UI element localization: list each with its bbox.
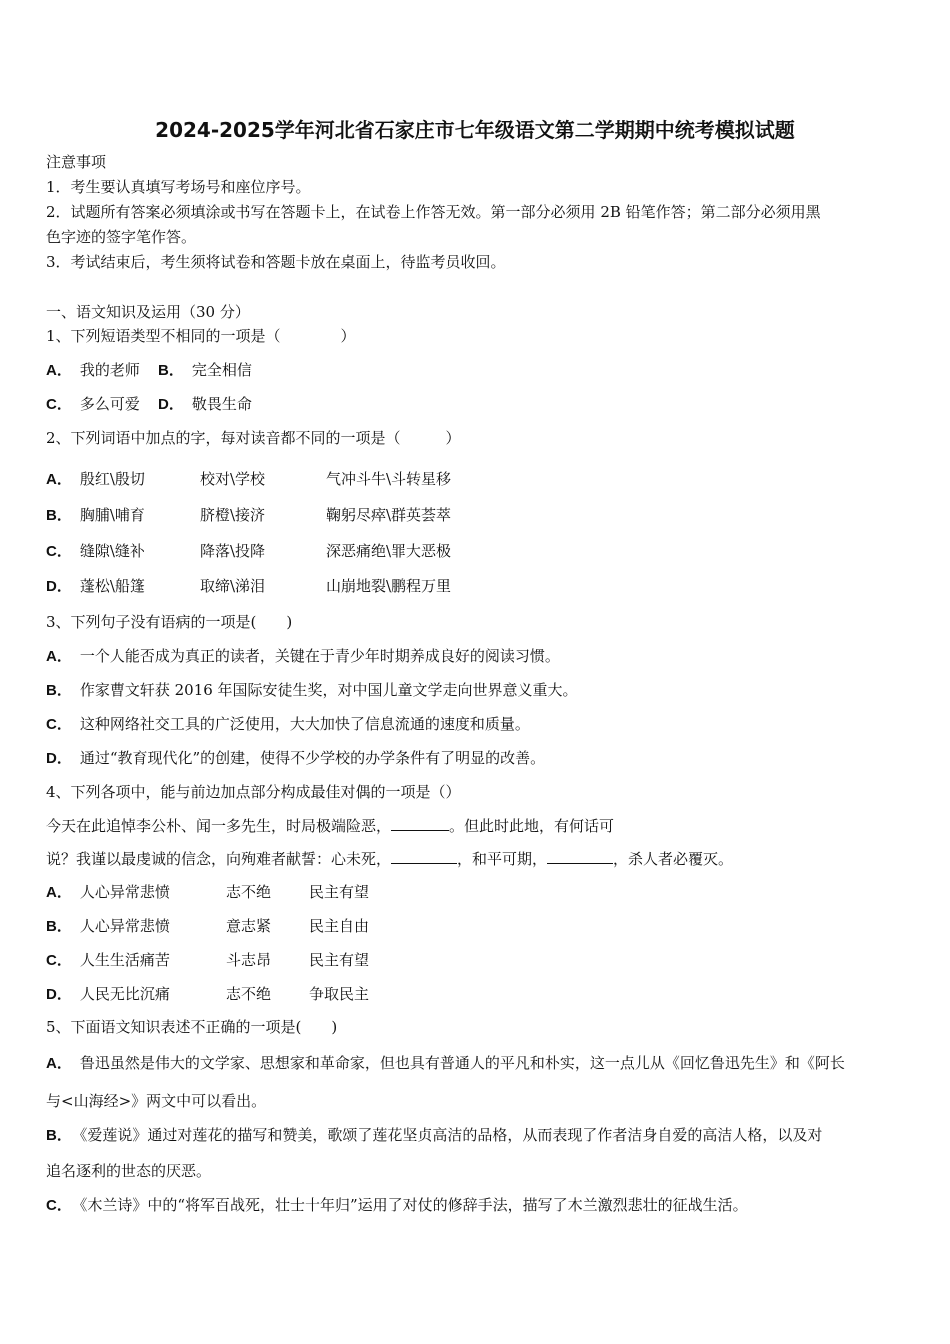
option-text: 《木兰诗》中的“将军百战死，壮士十年归”运用了对仗的修辞手法，描写了木兰激烈悲壮的征战生活。 [79,1196,748,1214]
q2-option-c-3: 深恶痛绝\罪大恶极 [326,542,452,560]
option-text: 多么可爱 [79,395,140,413]
notice-item-2: 2．试题所有答案必须填涂或书写在答题卡上，在试卷上作答无效。第一部分必须用 2B 铅笔作答；第二部分必须用黑 [46,203,821,221]
q4-option-a [46,882,170,903]
option-text: 人生生活痛苦 [79,951,170,969]
option-label: B． [158,362,184,379]
option-label: C． [46,1197,72,1214]
notice-heading: 注意事项 [46,153,107,171]
q4-option-d-3: 争取民主 [309,985,370,1003]
option-label: A． [46,471,72,488]
option-label: D． [46,578,72,595]
q1-option-c [46,394,140,415]
option-text: 通过“教育现代化”的创建，使得不少学校的办学条件有了明显的改善。 [79,749,546,767]
option-text: 我的老师 [79,361,140,379]
q2-option-c [46,541,145,562]
q2-option-d-3: 山崩地裂\鹏程万里 [326,577,452,595]
q4-passage-line-1 [46,816,614,836]
answer-blank [391,816,449,831]
q2-option-a [46,469,145,490]
option-text: 鲁迅虽然是伟大的文学家、思想家和革命家，但也具有普通人的平凡和朴实，这一点儿从《回忆鲁迅先生》和《阿长 [79,1054,845,1072]
q2-option-d [46,576,145,597]
option-label: D． [158,396,184,413]
option-text: 完全相信 [191,361,252,379]
q1-option-d [158,394,252,415]
option-text: 敬畏生命 [191,395,252,413]
option-label: B． [46,507,72,524]
q2-option-c-2: 降落\投降 [200,542,266,560]
passage-text: 。但此时此地，有何话可 [449,817,615,835]
option-label: A． [46,1055,72,1072]
q4-option-b-3: 民主自由 [309,917,370,935]
q4-option-c-3: 民主有望 [309,951,370,969]
option-label: B． [46,1127,72,1144]
q5-option-a [46,1053,845,1074]
option-text: 这种网络社交工具的广泛使用，大大加快了信息流通的速度和质量。 [79,715,530,733]
q3-option-b [46,680,578,701]
notice-item-2-cont: 色字迹的签字笔作答。 [46,228,197,246]
q4-option-c-2: 斗志昂 [226,951,272,969]
answer-blank [547,849,613,864]
q3-option-c [46,714,530,735]
q4-option-a-2: 志不绝 [226,883,272,901]
passage-text: ，和平可期， [457,850,548,868]
q5-option-c [46,1195,748,1216]
option-text: 蓬松\船篷 [79,577,145,595]
option-label: B． [46,682,72,699]
option-label: B． [46,918,72,935]
q3-option-d [46,748,545,769]
option-label: C． [46,716,72,733]
option-text: 殷红\殷切 [79,470,145,488]
q4-option-d-2: 志不绝 [226,985,272,1003]
option-text: 《爱莲说》通过对莲花的描写和赞美，歌颂了莲花坚贞高洁的品格，从而表现了作者洁身自爱的高洁人格，以及对 [79,1126,823,1144]
q2-option-a-2: 校对\学校 [200,470,266,488]
option-label: A． [46,884,72,901]
option-text: 作家曹文轩获 2016 年国际安徒生奖，对中国儿童文学走向世界意义重大。 [79,681,578,699]
q2-option-b [46,505,145,526]
q4-option-a-3: 民主有望 [309,883,370,901]
q4-option-b [46,916,170,937]
option-text: 胸脯\哺育 [79,506,145,524]
option-text: 人民无比沉痛 [79,985,170,1003]
notice-item-3: 3．考试结束后，考生须将试卷和答题卡放在桌面上，待监考员收回。 [46,253,506,271]
passage-text: 说？我谨以最虔诚的信念，向殉难者献誓：心未死， [46,850,392,868]
option-label: D． [46,986,72,1003]
q2-option-b-2: 脐橙\接济 [200,506,266,524]
option-text: 缝隙\缝补 [79,542,145,560]
section-heading: 一、语文知识及运用（30 分） [46,303,250,321]
notice-item-1: 1．考生要认真填写考场号和座位序号。 [46,178,311,196]
q5-stem: 5、下面语文知识表述不正确的一项是( ) [46,1018,338,1036]
option-text: 人心异常悲愤 [79,883,170,901]
q5-option-a-cont: 与<山海经>》两文中可以看出。 [46,1092,267,1110]
page-title: 2024-2025学年河北省石家庄市七年级语文第二学期期中统考模拟试题 [155,118,795,142]
q4-stem: 4、下列各项中，能与前边加点部分构成最佳对偶的一项是（） [46,783,461,801]
option-label: D． [46,750,72,767]
option-text: 一个人能否成为真正的读者，关键在于青少年时期养成良好的阅读习惯。 [79,647,560,665]
q3-stem: 3、下列句子没有语病的一项是( ) [46,613,293,631]
answer-blank [391,849,457,864]
option-label: C． [46,952,72,969]
q1-stem: 1、下列短语类型不相同的一项是（ ） [46,327,356,345]
q4-option-b-2: 意志紧 [226,917,272,935]
q5-option-b-cont: 追名逐利的世态的厌恶。 [46,1162,212,1180]
option-label: C． [46,543,72,560]
q1-option-b [158,360,252,381]
q2-stem: 2、下列词语中加点的字，每对读音都不同的一项是（ ） [46,429,461,447]
q2-option-a-3: 气冲斗牛\斗转星移 [326,470,452,488]
q2-option-d-2: 取缔\涕泪 [200,577,266,595]
passage-text: ，杀人者必覆灭。 [613,850,734,868]
q4-passage-line-2 [46,849,733,869]
option-label: A． [46,648,72,665]
q3-option-a [46,646,560,667]
q4-option-d [46,984,170,1005]
q4-option-c [46,950,170,971]
q5-option-b [46,1125,822,1146]
q2-option-b-3: 鞠躬尽瘁\群英荟萃 [326,506,452,524]
option-text: 人心异常悲愤 [79,917,170,935]
passage-text: 今天在此追悼李公朴、闻一多先生，时局极端险恶， [46,817,392,835]
q1-option-a [46,360,140,381]
option-label: A． [46,362,72,379]
option-label: C． [46,396,72,413]
